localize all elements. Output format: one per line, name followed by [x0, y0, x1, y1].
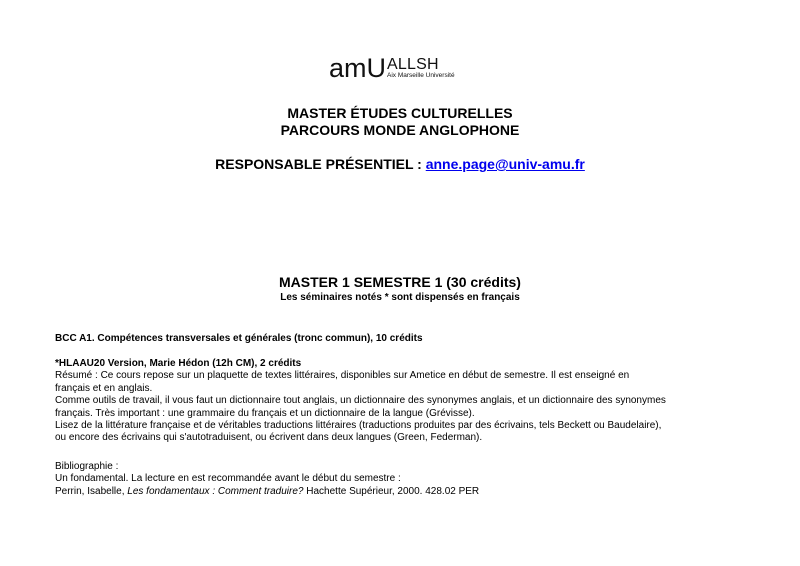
course-line: ou encore des écrivains qui s'autotraduisent, ou écrivent dans deux langues (Green, Federman). — [55, 432, 483, 444]
logo-amu-text: amU — [329, 53, 387, 83]
reference-title: Les fondamentaux : Comment traduire? — [127, 485, 304, 497]
bcc-title: BCC A1. Compétences transversales et générales (tronc commun), 10 crédits — [55, 333, 423, 344]
semester-title: MASTER 1 SEMESTRE 1 (30 crédits) — [279, 274, 521, 290]
amu-allsh-logo — [329, 53, 455, 83]
bibliography-reference — [55, 486, 755, 498]
bibliography-block — [55, 461, 755, 498]
logo-right-block — [387, 58, 455, 80]
course-line: français. Très important : une grammaire du français et un dictionnaire de la langue (Grévisse). — [55, 407, 475, 419]
course-line: Comme outils de travail, il vous faut un dictionnaire tout anglais, un dictionnaire des synonymes anglais, et un dictionnaire des synonymes — [55, 395, 666, 407]
bibliography-heading: Bibliographie : — [55, 461, 119, 472]
logo-allsh-text: ALLSH — [387, 56, 439, 73]
course-line: français et en anglais. — [55, 382, 153, 394]
course-line: Lisez de la littérature française et de véritables traductions littéraires (traductions produites par des écrivains, tels Beckett ou Baudelaire), — [55, 420, 662, 432]
responsable-line — [0, 155, 800, 173]
semester-subtitle: Les séminaires notés * sont dispensés en français — [280, 292, 520, 303]
title-line-1: MASTER ÉTUDES CULTURELLES — [287, 105, 513, 121]
title-line-2: PARCOURS MONDE ANGLOPHONE — [280, 122, 520, 138]
reference-publisher: Hachette Supérieur, 2000. 428.02 PER — [303, 485, 480, 497]
responsable-label: RESPONSABLE PRÉSENTIEL : — [215, 156, 426, 172]
bibliography-intro: Un fondamental. La lecture en est recommandée avant le début du semestre : — [55, 473, 401, 485]
responsable-email-link[interactable]: anne.page@univ-amu.fr — [425, 156, 585, 172]
course-block — [55, 358, 755, 445]
logo-university-text: Aix Marseille Université — [387, 72, 455, 79]
course-title: *HLAAU20 Version, Marie Hédon (12h CM), 2 crédits — [55, 358, 302, 369]
course-line: Résumé : Ce cours repose sur un plaquette de textes littéraires, disponibles sur Ametice en début de semestre. Il est enseigné en — [55, 370, 630, 382]
reference-author: Perrin, Isabelle, — [55, 485, 128, 497]
